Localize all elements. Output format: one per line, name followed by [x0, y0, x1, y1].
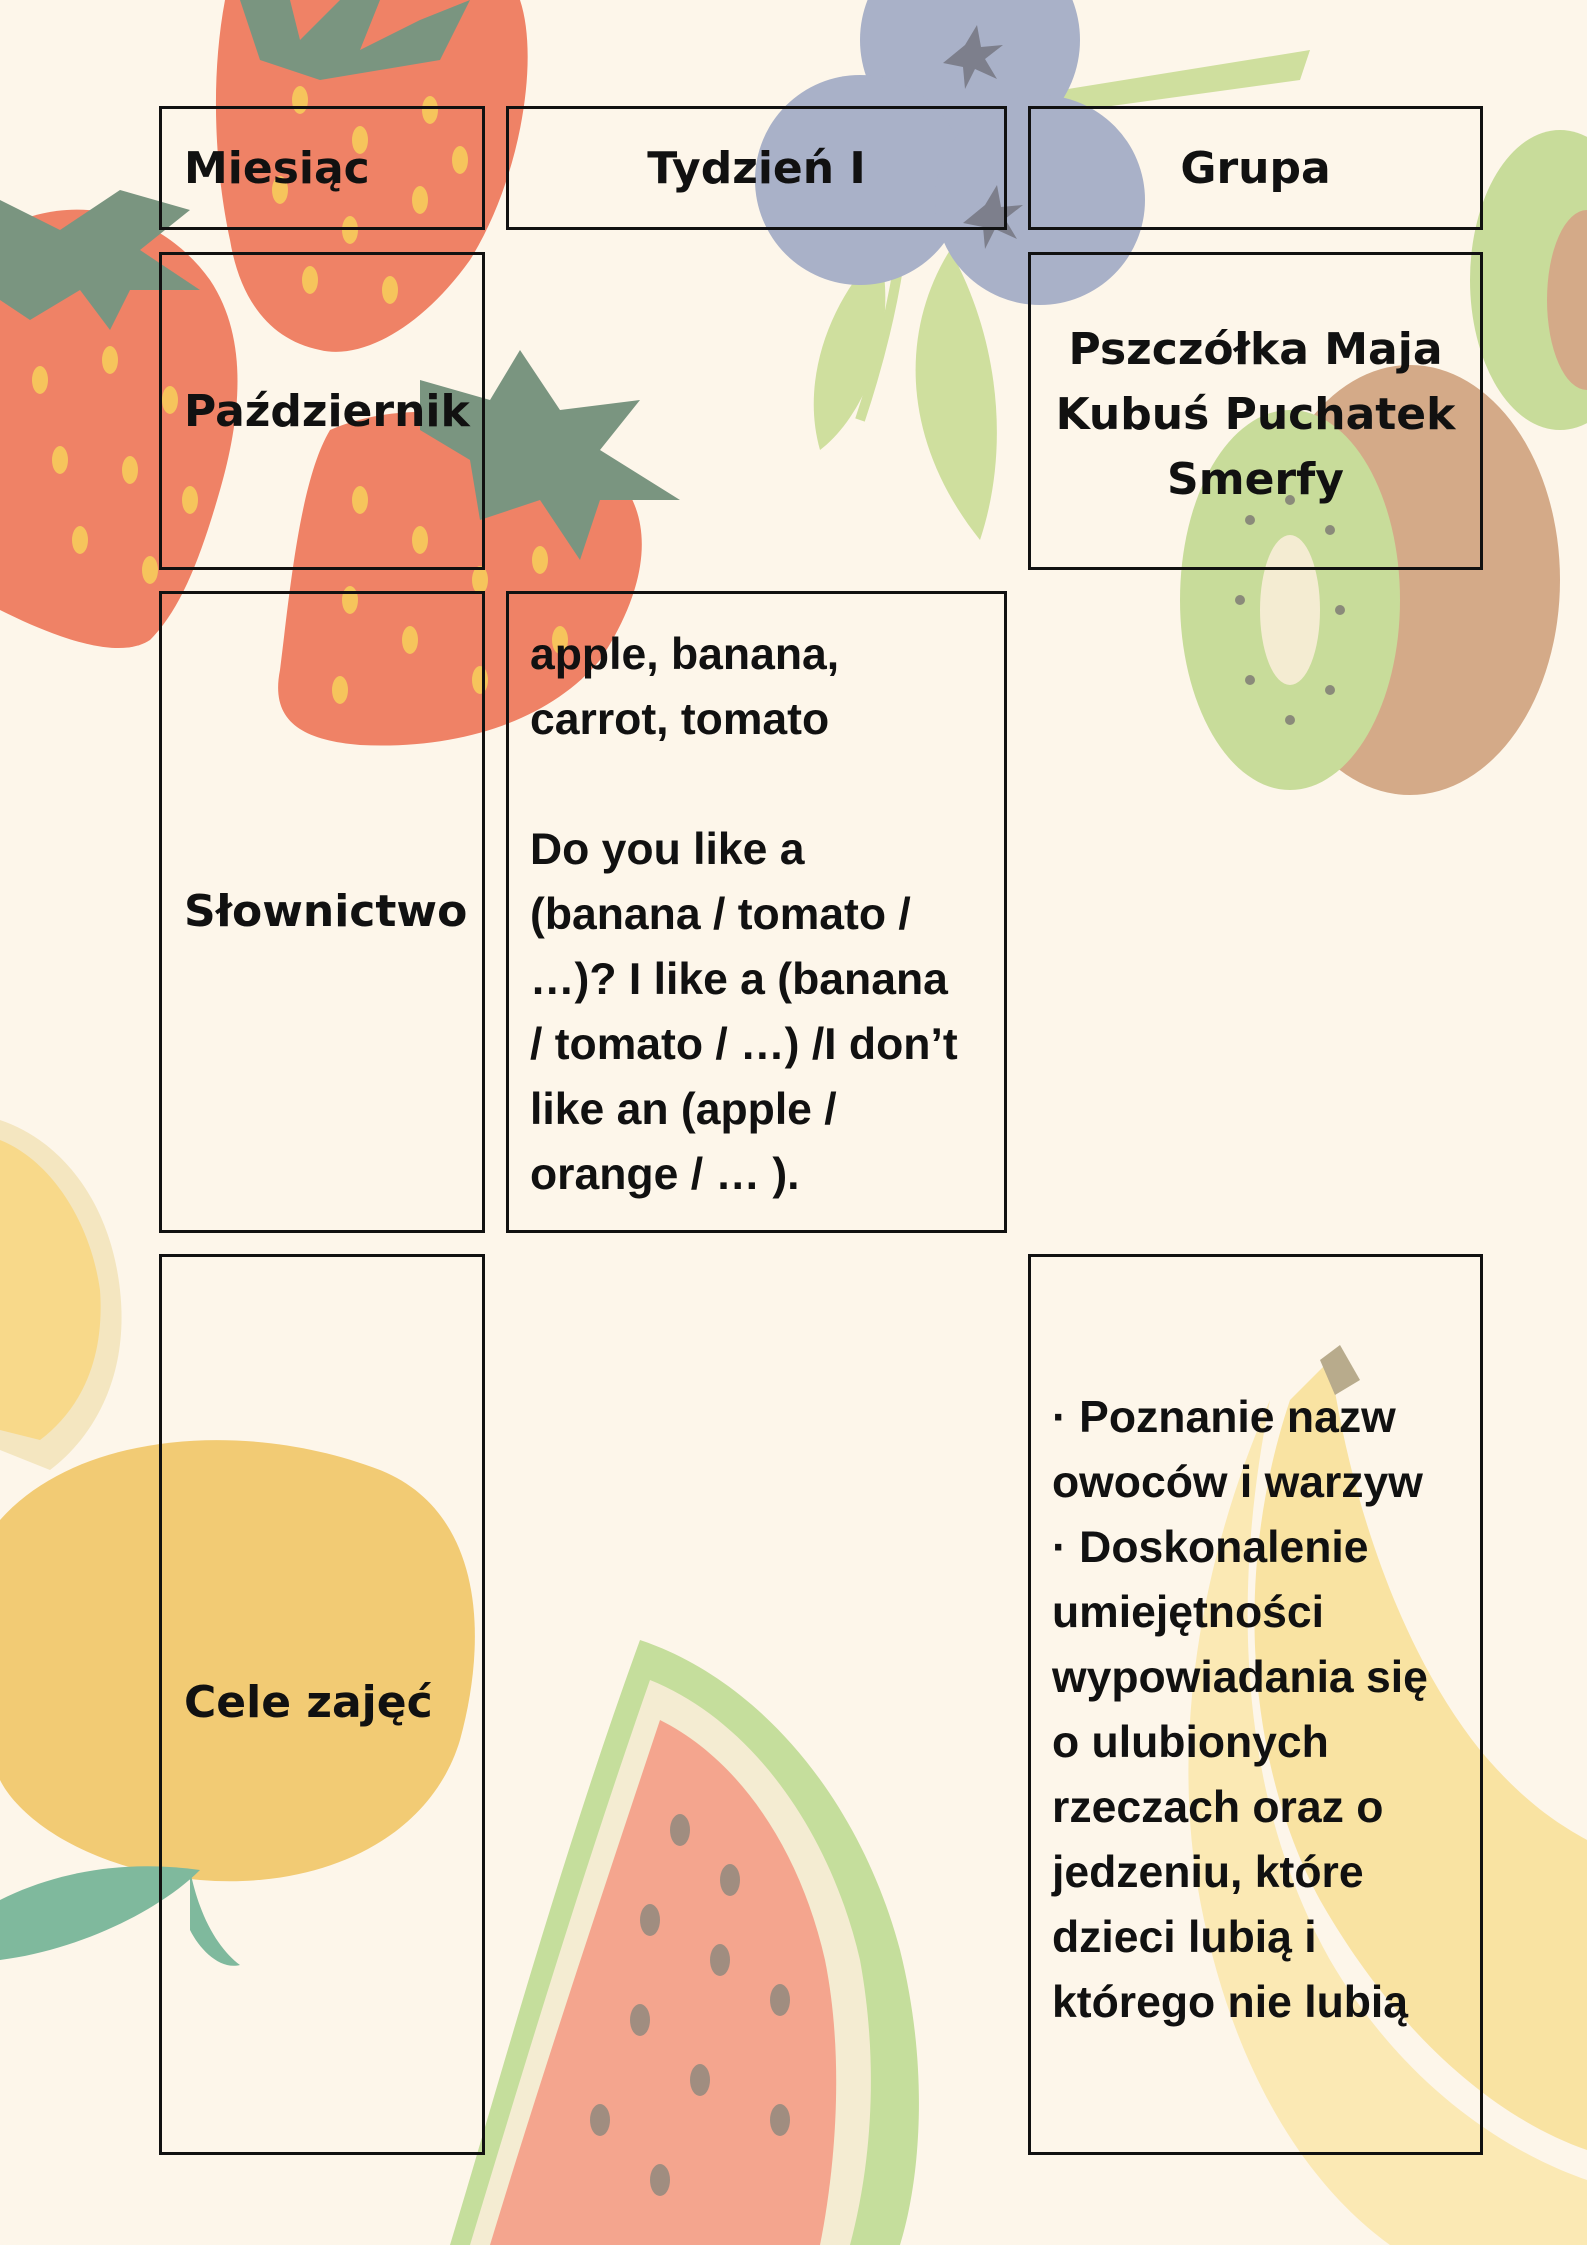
- goals-label-cell: [159, 1254, 485, 2155]
- goal-line: wypowiadania się: [1052, 1653, 1428, 1702]
- vocabulary-words-line: apple, banana,: [530, 630, 840, 679]
- vocabulary-phrase-line: Do you like a: [530, 825, 805, 874]
- group-name: Smerfy: [1167, 454, 1344, 505]
- vocabulary-phrase-line: like an (apple /: [530, 1085, 837, 1134]
- vocabulary-content: [530, 622, 994, 1207]
- vocabulary-phrase-line: …)? I like a (banana: [530, 955, 948, 1004]
- month-header-label: Miesiąc: [184, 143, 370, 194]
- goals-list: [1052, 1385, 1474, 2035]
- vocabulary-words-line: carrot, tomato: [530, 695, 830, 744]
- week-header-cell: [506, 106, 1007, 230]
- watermelon-icon: [450, 1640, 919, 2245]
- vocabulary-phrase-line: / tomato / …) /I don’t: [530, 1020, 958, 1069]
- vocabulary-label: Słownictwo: [184, 886, 468, 937]
- group-header-label: Grupa: [1180, 142, 1331, 194]
- goal-line: · Poznanie nazw: [1052, 1393, 1396, 1442]
- group-name: Kubuś Puchatek: [1055, 389, 1456, 440]
- month-value-cell: [159, 252, 485, 570]
- goal-line: dzieci lubią i: [1052, 1913, 1317, 1962]
- goal-line: umiejętności: [1052, 1588, 1325, 1637]
- month-header-cell: [159, 106, 485, 230]
- week-header-label: Tydzień I: [647, 142, 866, 194]
- goal-line: owoców i warzyw: [1052, 1458, 1423, 1507]
- lemon-icon: [0, 1120, 122, 1470]
- group-list: [1031, 317, 1480, 512]
- goals-label: Cele zajęć: [184, 1677, 433, 1728]
- vocabulary-label-cell: [159, 591, 485, 1233]
- goal-line: którego nie lubią: [1052, 1978, 1409, 2027]
- group-header-cell: [1028, 106, 1483, 230]
- goal-line: · Doskonalenie: [1052, 1523, 1369, 1572]
- vocabulary-content-cell: [506, 591, 1007, 1233]
- vocabulary-phrase-line: orange / … ).: [530, 1150, 800, 1199]
- goal-line: jedzeniu, które: [1052, 1848, 1364, 1897]
- vocabulary-spacer: [530, 752, 994, 817]
- vocabulary-phrase-line: (banana / tomato /: [530, 890, 911, 939]
- goal-line: rzeczach oraz o: [1052, 1783, 1384, 1832]
- goal-line: o ulubionych: [1052, 1718, 1329, 1767]
- group-list-cell: [1028, 252, 1483, 570]
- group-name: Pszczółka Maja: [1068, 324, 1443, 375]
- goals-content-cell: [1028, 1254, 1483, 2155]
- month-value-label: Październik: [184, 386, 470, 437]
